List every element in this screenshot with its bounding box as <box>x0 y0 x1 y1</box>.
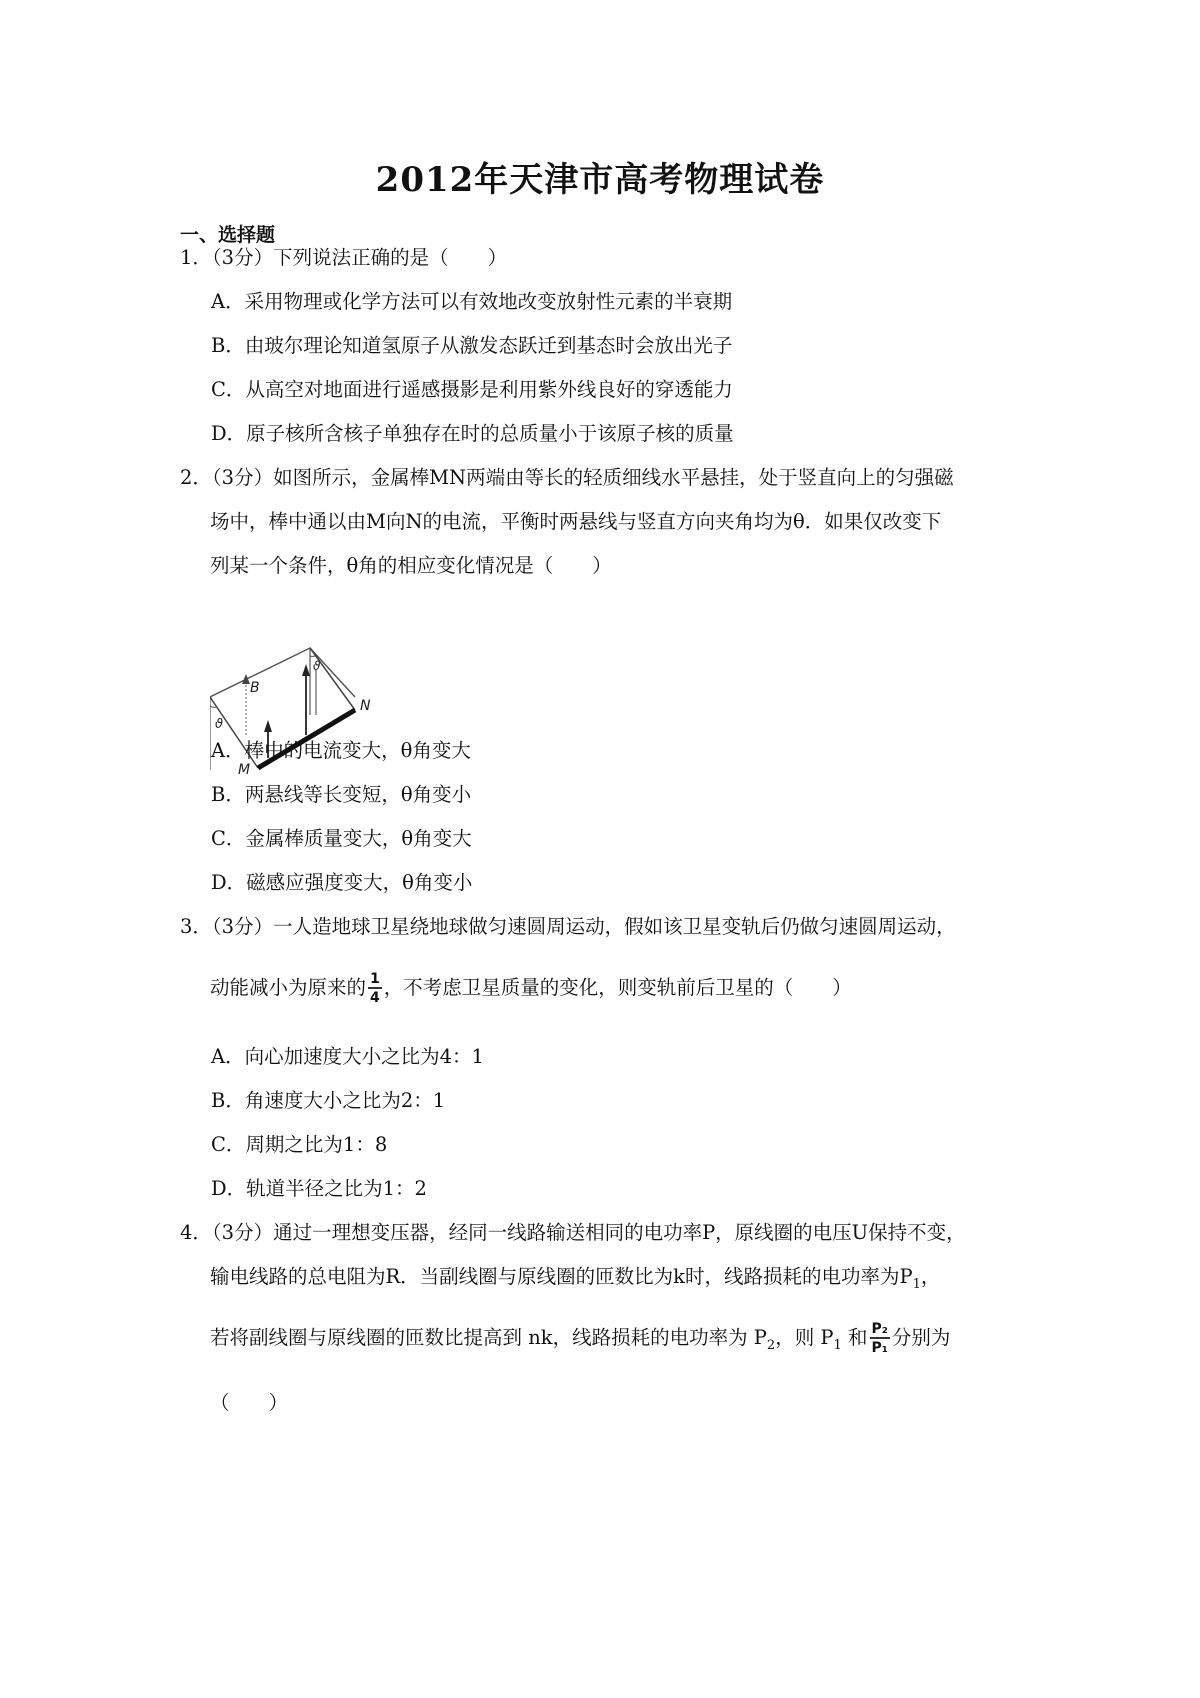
q3-stem-line2 <box>210 972 852 1005</box>
q4-line2-text: 输电线路的总电阻为R．当副线圈与原线圈的匝数比为k时，线路损耗的电功率为P <box>210 1265 913 1288</box>
q4-answer-blank: （ ） <box>210 1391 289 1414</box>
fraction-numerator: P₂ <box>871 1321 888 1337</box>
fraction-p2-over-p1 <box>870 1322 890 1355</box>
q4-line2-end: ， <box>920 1265 941 1288</box>
section-heading: 一、选择题 <box>180 224 276 246</box>
q2-option-b: B．两悬线等长变短，θ角变小 <box>211 783 472 806</box>
subscript: 1 <box>833 1337 842 1353</box>
label-theta-left: ϑ <box>215 717 224 732</box>
fraction-one-quarter <box>368 972 382 1005</box>
q1-option-c: C．从高空对地面进行遥感摄影是利用紫外线良好的穿透能力 <box>211 378 733 401</box>
q2-stem-line3: 列某一个条件，θ角的相应变化情况是（ ） <box>210 554 612 577</box>
q4-line3-text-b: ，则 P <box>775 1326 834 1349</box>
q1-option-b: B．由玻尔理论知道氢原子从激发态跃迁到基态时会放出光子 <box>211 334 733 357</box>
q1-stem: 1．（3分）下列说法正确的是（ ） <box>180 246 508 269</box>
q3-stem-line1: 3．（3分）一人造地球卫星绕地球做匀速圆周运动，假如该卫星变轨后仍做匀速圆周运动， <box>180 915 956 938</box>
q3-option-a: A．向心加速度大小之比为4：1 <box>211 1045 484 1068</box>
q4-line3-text-a: 若将副线圈与原线圈的匝数比提高到 nk，线路损耗的电功率为 P <box>210 1326 767 1349</box>
label-m: M <box>238 762 251 775</box>
q3-option-c: C．周期之比为1：8 <box>211 1133 388 1156</box>
label-theta-right: ϑ <box>313 659 321 673</box>
q4-stem-line2 <box>210 1267 940 1291</box>
label-n: N <box>360 698 371 714</box>
q2-option-d: D．磁感应强度变大，θ角变小 <box>211 871 473 894</box>
q3-option-b: B．角速度大小之比为2：1 <box>211 1089 446 1112</box>
q4-stem-line3 <box>210 1322 950 1355</box>
page-title: 2012年天津市高考物理试卷 <box>375 160 825 200</box>
q3-text-post: ，不考虑卫星质量的变化，则变轨前后卫星的（ ） <box>383 976 852 999</box>
q3-text-pre: 动能减小为原来的 <box>210 976 367 999</box>
q4-line3-text-d: 分别为 <box>891 1326 951 1349</box>
label-b: B <box>250 680 260 696</box>
q2-stem-line2: 场中，棒中通以由M向N的电流，平衡时两悬线与竖直方向夹角均为θ．如果仅改变下 <box>210 510 942 533</box>
q2-option-a: A．棒中的电流变大，θ角变大 <box>211 739 471 762</box>
q4-line3-text-c: 和 <box>841 1326 868 1349</box>
q1-option-d: D．原子核所含核子单独存在时的总质量小于该原子核的质量 <box>211 422 734 445</box>
fraction-denominator: P₁ <box>871 1340 888 1356</box>
q3-option-d: D．轨道半径之比为1：2 <box>211 1177 427 1200</box>
q2-option-c: C．金属棒质量变大，θ角变大 <box>211 827 472 850</box>
subscript: 1 <box>912 1276 921 1292</box>
subscript: 2 <box>766 1337 776 1353</box>
fraction-denominator: 4 <box>370 990 380 1006</box>
q1-option-a: A．采用物理或化学方法可以有效地改变放射性元素的半衰期 <box>211 290 733 313</box>
q4-stem-line1: 4．（3分）通过一理想变压器，经同一线路输送相同的电功率P，原线圈的电压U保持不变， <box>180 1221 966 1244</box>
fraction-numerator: 1 <box>370 971 380 987</box>
q2-stem-line1: 2．（3分）如图所示，金属棒MN两端由等长的轻质细线水平悬挂，处于竖直向上的匀强磁 <box>180 466 954 489</box>
